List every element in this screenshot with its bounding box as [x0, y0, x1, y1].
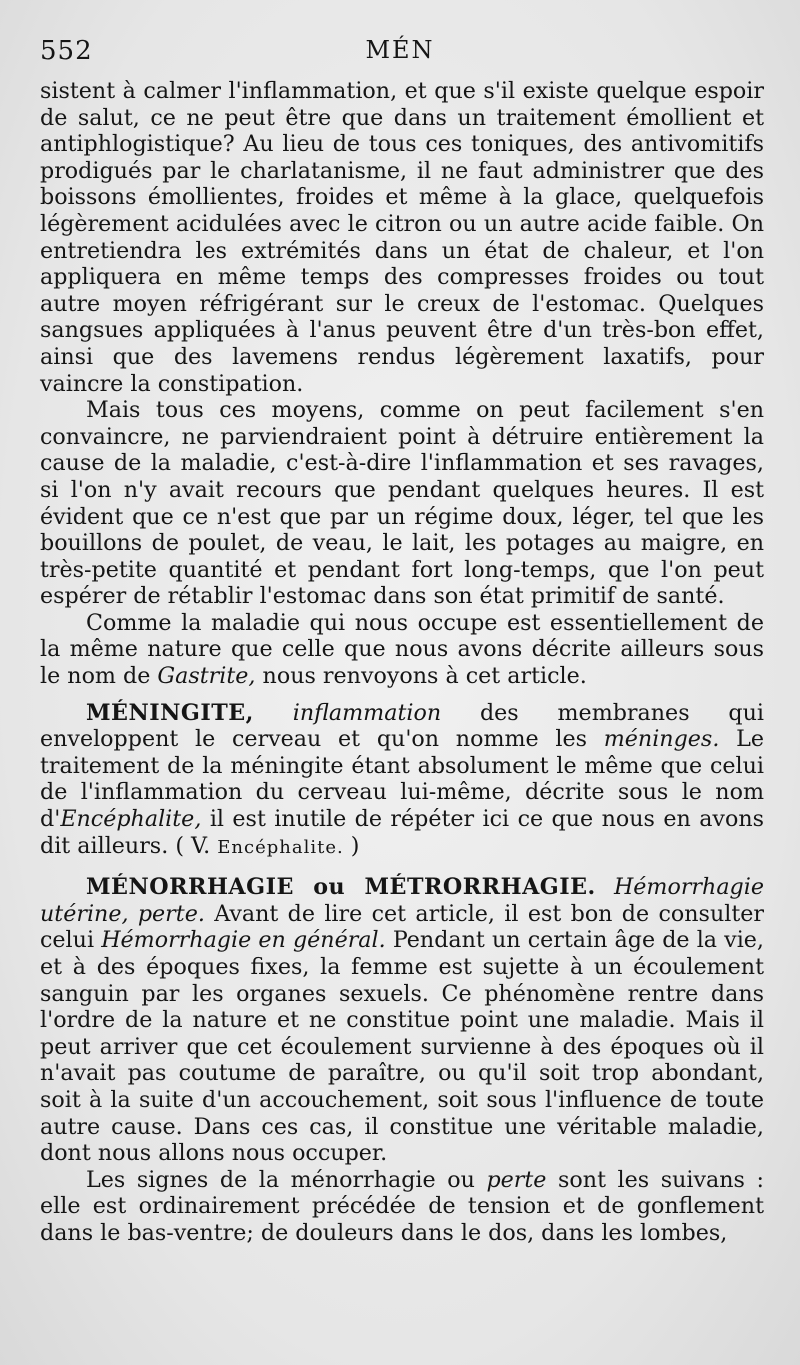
meningite-text-2: Le traitement de la méningite étant absolument le même que celui de l'inflammation du cerveau lui-même, décrite sous le nom d': [40, 726, 764, 833]
entry-meningite: [40, 700, 764, 862]
meningite-ref-term: Encéphalite.: [217, 836, 344, 858]
gastrite-text-before: Comme la maladie qui nous occupe est essentiellement de la même nature que celle que nous avons décrite ailleurs sous le nom de: [40, 609, 764, 690]
meningite-encephalite: Encéphalite,: [60, 806, 202, 833]
gastrite-link-text: Gastrite,: [157, 663, 256, 690]
menorrhagie-text-2: Pendant un certain âge de la vie, et à des époques fixes, la femme est sujette à un écoulement sanguin par les organes sexuels. Ce phénomène rentre dans l'ordre de la nature et ne constitue point une maladie. Mais il peut arriver que cet écoulement survienne à des époques où il n'avait pas coutume de paraître, ou qu'il soit trop abondant, soit à la suite d'un accouchement, soit sous l'influence de toute autre cause. Dans ces cas, il constitue une véritable maladie, dont nous allons nous occuper.: [40, 927, 764, 1167]
page-header: [40, 36, 760, 70]
page-body: [40, 78, 764, 1247]
signes-text-2: sont les suivans : elle est ordinairement précédée de tension et de gonflement dans le bas-ventre; de douleurs dans le dos, dans les lombes,: [40, 1166, 764, 1246]
menorrhagie-definition: Hémorrhagie utérine, perte.: [40, 874, 764, 927]
paragraph-continuation: sistent à calmer l'inflammation, et que s'il existe quelque espoir de salut, ce ne peut être que dans un traitement émollient et antiphlogistique? Au lieu de tous ces toniques, des antivomitifs prodigués par le charlatanisme, il ne faut administrer que des boissons émollientes, froides et même à la glace, quelquefois légèrement acidulées avec le citron ou un autre acide faible. On entretiendra les extrémités dans un état de chaleur, et l'on appliquera en même temps des compresses froides ou tout autre moyen réfrigérant sur le creux de l'estomac. Quelques sangsues appliquées à l'anus peuvent être d'un très-bon effet, ainsi que des lavemens rendus légèrement laxatifs, pour vaincre la constipation.: [40, 78, 764, 397]
meningite-ref-close: ): [350, 832, 360, 859]
meningite-definition: inflammation: [292, 699, 442, 726]
paragraph-gastrite: [40, 610, 764, 690]
meningite-text-3: il est inutile de répéter ici ce que nous en avons dit ailleurs.: [40, 806, 764, 859]
meningite-meninges: méninges.: [603, 726, 720, 753]
running-head: MÉN: [365, 36, 435, 64]
entry-term-menorrhagie: MÉNORRHAGIE ou MÉTRORRHAGIE.: [86, 874, 596, 901]
entry-menorrhagie: [40, 874, 764, 1167]
gastrite-text-after: nous renvoyons à cet article.: [262, 663, 587, 690]
menorrhagie-ref: Hémorrhagie en général.: [101, 927, 386, 954]
paragraph-signes: [40, 1167, 764, 1247]
page-number: 552: [40, 36, 93, 66]
meningite-ref-open: ( V.: [175, 832, 211, 859]
signes-text-1: Les signes de la ménorrhagie ou: [86, 1166, 475, 1193]
entry-term-meningite: MÉNINGITE,: [86, 699, 254, 726]
paragraph-moyens: Mais tous ces moyens, comme on peut facilement s'en convaincre, ne parviendraient point à détruire entièrement la cause de la maladie, c'est-à-dire l'inflammation et ses ravages, si l'on n'y avait recours que pendant quelques heures. Il est évident que ce n'est que par un régime doux, léger, tel que les bouillons de poulet, de veau, le lait, les potages au maigre, en très-petite quantité et pendant fort long-temps, que l'on peut espérer de rétablir l'estomac dans son état primitif de santé.: [40, 397, 764, 610]
meningite-text-1: des membranes qui enveloppent le cerveau et qu'on nomme les: [40, 699, 764, 753]
signes-perte: perte: [486, 1166, 547, 1193]
menorrhagie-text-1: Avant de lire cet article, il est bon de consulter celui: [40, 900, 764, 954]
